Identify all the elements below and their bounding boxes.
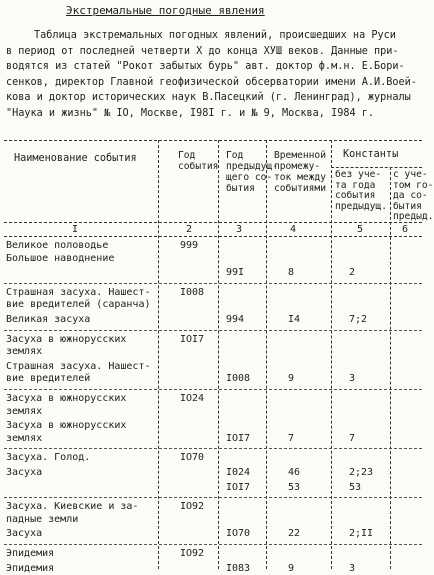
previous-year: IOI7	[226, 481, 251, 493]
event-year: IOI7	[180, 333, 205, 345]
event-name: вие вредителей	[6, 373, 91, 385]
header-prev: Год	[226, 150, 244, 161]
row-separator	[4, 544, 422, 545]
row-separator	[4, 283, 422, 284]
event-name: землях	[6, 405, 43, 417]
constant-value: 2	[349, 267, 356, 279]
column-number: 3	[236, 224, 243, 235]
constant-value: 7;2	[349, 314, 368, 325]
header-interval: промежу-	[274, 161, 321, 172]
event-year: IO92	[180, 548, 205, 559]
column-rule	[158, 140, 159, 569]
header-const-b: том го-	[393, 179, 434, 191]
interval-value: 7	[288, 432, 295, 444]
constant-value: 3	[349, 562, 356, 574]
header-interval: событиями	[274, 183, 326, 194]
header-prev: бытия	[226, 183, 255, 194]
row-separator	[4, 330, 422, 331]
event-name: Страшная засуха. Нашест-	[6, 286, 151, 298]
header-const-b: с уче-	[393, 169, 428, 180]
header-const-a: предыдущ.	[335, 200, 387, 212]
event-name: Большое наводнение	[6, 252, 115, 264]
column-number: 5	[357, 224, 364, 235]
header-year: Год	[178, 150, 196, 161]
header-bottom-rule	[4, 222, 422, 223]
event-name: землях	[6, 346, 43, 358]
intro-line: в период от последней четверти X до конца ХУШ веков. Данные при-	[6, 45, 399, 57]
header-interval: ток между	[274, 172, 326, 183]
event-year: 999	[180, 240, 199, 251]
row-separator	[4, 389, 422, 390]
event-name: Засуха в южнорусских	[6, 333, 127, 345]
interval-value: 9	[288, 562, 295, 574]
event-year: IO92	[180, 501, 205, 513]
column-rule	[218, 140, 219, 569]
column-number: 2	[186, 224, 193, 235]
previous-year: I008	[226, 373, 251, 385]
header-event: Наименование события	[14, 153, 137, 164]
header-const-b: да со-	[393, 190, 428, 202]
event-name: Засуха в южнорусских	[6, 420, 127, 432]
column-number-rule	[4, 236, 422, 237]
event-year: IO70	[180, 452, 205, 464]
event-year: I008	[180, 286, 205, 298]
event-name: вие вредителей (саранча)	[6, 299, 151, 311]
intro-line: сенков, директор Главной геофизической обсерватории имени А.И.Воей-	[6, 76, 417, 88]
header-const-a: без уче-	[335, 169, 382, 180]
column-number: I	[72, 224, 79, 235]
header-const-b: предыд.	[393, 211, 434, 223]
event-name: землях	[6, 432, 43, 444]
interval-value: 53	[288, 481, 301, 493]
header-prev: предыдущ-	[226, 161, 278, 172]
previous-year: IOI7	[226, 432, 251, 444]
table-top-rule	[4, 140, 422, 141]
event-name: Засуха. Киевские и за-	[6, 501, 139, 513]
document-title: Экстремальные погодные явления	[66, 4, 265, 17]
row-separator	[4, 448, 422, 449]
event-year: IO24	[180, 393, 205, 404]
header-prev: щего со-	[226, 172, 273, 183]
event-name: Великая засуха	[6, 314, 91, 325]
previous-year: 99I	[226, 267, 245, 279]
event-name: падные земли	[6, 513, 79, 525]
intro-line: "Наука и жизнь" № IO, Москве, I98I г. и № 9, Москва, I984 г.	[6, 107, 375, 119]
event-name: Эпидемия	[6, 548, 55, 559]
event-name: Эпидемия	[6, 562, 55, 574]
interval-value: I4	[288, 314, 301, 325]
event-name: Страшная засуха. Нашест-	[6, 360, 151, 372]
header-const-a: та года	[335, 179, 376, 191]
event-name: Засуха в южнорусских	[6, 393, 127, 404]
intro-paragraph	[6, 28, 428, 122]
column-number: 4	[290, 224, 297, 235]
constant-value: 53	[349, 481, 362, 493]
previous-year: I024	[226, 467, 251, 478]
column-rule	[390, 167, 391, 569]
event-name: Великое половодье	[6, 240, 109, 251]
constant-value: 2;II	[349, 528, 374, 540]
column-number: 6	[402, 224, 409, 235]
event-name: Засуха	[6, 528, 43, 540]
header-constants: Константы	[343, 149, 399, 160]
event-name: Засуха	[6, 467, 43, 478]
previous-year: IO70	[226, 528, 251, 540]
intro-line: Таблица экстремальных погодных явлений, происшедших на Руси	[34, 30, 396, 41]
interval-value: 9	[288, 373, 295, 385]
header-year: события	[178, 161, 219, 172]
intro-line: водятся из статей "Рокот забытых бурь" авт. доктор ф.м.н. Е.Бори-	[6, 61, 405, 73]
previous-year: 994	[226, 314, 245, 325]
header-interval: Временной	[274, 150, 326, 161]
constant-value: 2;23	[349, 467, 374, 478]
interval-value: 8	[288, 267, 295, 279]
previous-year: I083	[226, 562, 251, 574]
interval-value: 46	[288, 467, 301, 478]
constant-value: 3	[349, 373, 356, 385]
intro-line: кова и доктор исторических наук В.Пасецкий (г. Ленинград), журналы	[6, 92, 411, 104]
constants-rule	[331, 167, 422, 168]
column-rule	[266, 140, 267, 569]
header-const-a: события	[335, 190, 376, 202]
column-rule	[331, 140, 332, 569]
interval-value: 22	[288, 528, 301, 540]
row-separator	[4, 497, 422, 498]
event-name: Засуха. Голод.	[6, 452, 91, 464]
header-const-b: бытия	[393, 200, 422, 212]
constant-value: 7	[349, 432, 356, 444]
